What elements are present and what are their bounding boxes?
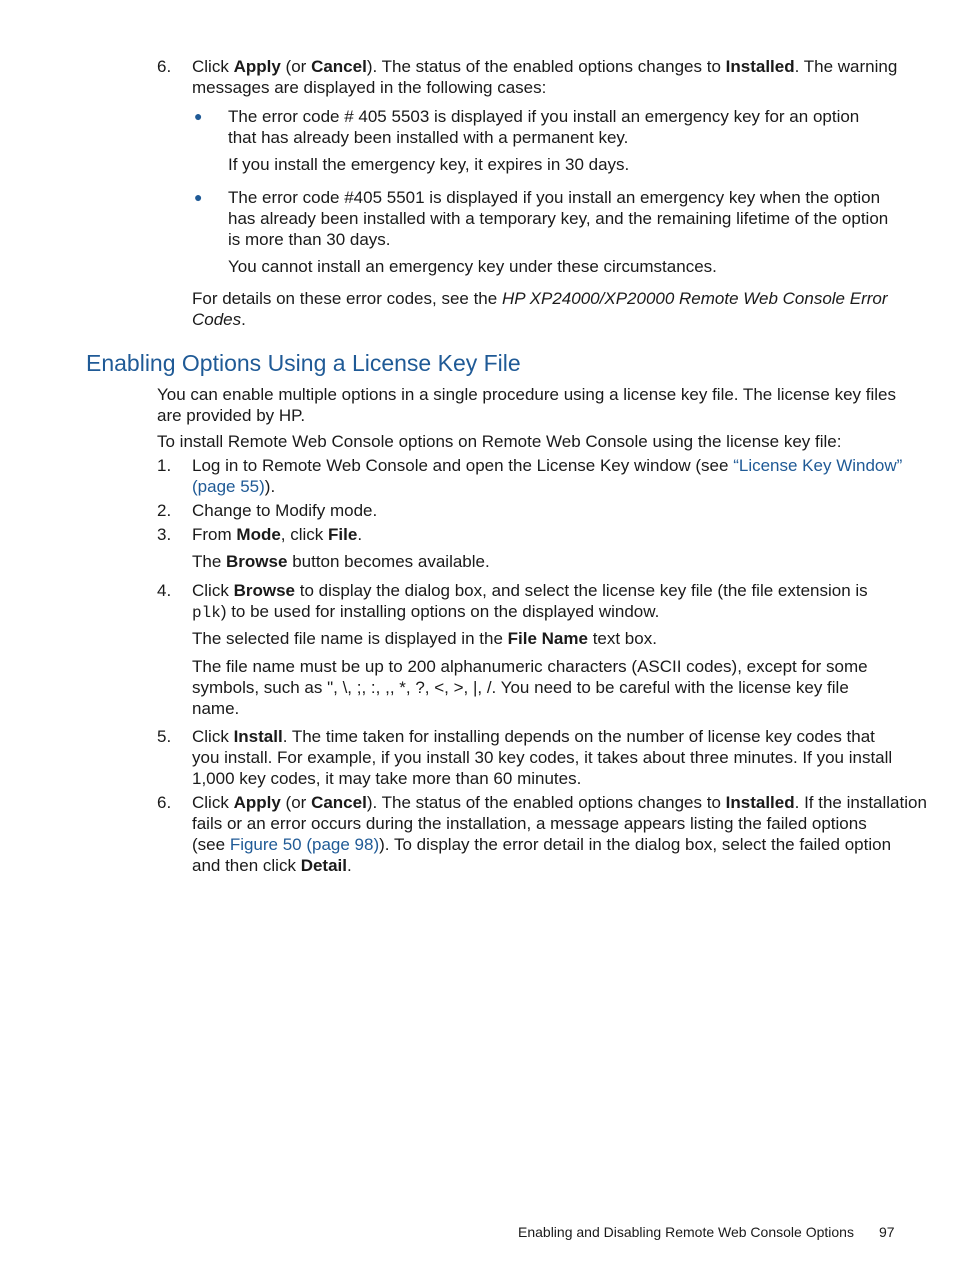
step-5-line1: Click Install. The time taken for installing depends on the number of license key codes that (192, 727, 875, 746)
step-4-note2-line1: The file name must be up to 200 alphanumeric characters (ASCII codes), except for some (192, 657, 868, 676)
page-55-link[interactable]: (page 55) (192, 477, 265, 496)
step-3-note: The Browse button becomes available. (192, 552, 490, 571)
step-4-note1: The selected file name is displayed in the File Name text box. (192, 629, 657, 648)
intro-line1: You can enable multiple options in a single procedure using a license key file. The license key files (157, 385, 897, 404)
bullet-2-note: You cannot install an emergency key under these circumstances. (228, 257, 717, 276)
bullet-1-note: If you install the emergency key, it expires in 30 days. (228, 155, 630, 174)
step-6-text: Click Apply (or Cancel). The status of the enabled options changes to Installed. The warning (192, 57, 898, 76)
figure-50-link[interactable]: Figure 50 (page 98) (229, 835, 380, 854)
section-heading: Enabling Options Using a License Key File (86, 350, 521, 376)
file-extension: plk (192, 604, 221, 622)
step-number: 1. (157, 456, 172, 475)
step-number: 3. (157, 525, 172, 544)
bullet-icon: ● (194, 108, 203, 124)
step-number: 5. (157, 727, 172, 746)
step-2-text: Change to Modify mode. (192, 501, 378, 520)
page-number: 97 (879, 1224, 895, 1240)
step-6-text-line2: messages are displayed in the following cases: (192, 78, 547, 97)
step-number: 2. (157, 501, 172, 520)
details-line2: Codes. (192, 310, 246, 329)
step-6b-line3: (see Figure 50 (page 98)). To display the error detail in the dialog box, select the failed option (192, 835, 892, 854)
step-6b-line4: and then click Detail. (192, 856, 352, 875)
intro-line2: are provided by HP. (157, 406, 306, 425)
bullet-1-line2: that has already been installed with a permanent key. (228, 128, 629, 147)
step-4-line2: plk) to be used for installing options on the displayed window. (192, 602, 660, 622)
details-line1: For details on these error codes, see the HP XP24000/XP20000 Remote Web Console Error (192, 289, 888, 308)
step-4-note2-line2: symbols, such as ", \, ;, :, ,, *, ?, <, >, |, /. You need to be careful with the license key file (192, 678, 849, 697)
bullet-2-line2: has already been installed with a temporary key, and the remaining lifetime of the option (228, 209, 889, 228)
step-4-line1: Click Browse to display the dialog box, and select the license key file (the file extension is (192, 581, 868, 600)
step-1-line1: Log in to Remote Web Console and open the License Key window (see “License Key Window” (192, 456, 903, 475)
bullet-2-line3: is more than 30 days. (228, 230, 391, 249)
step-6b-line2: fails or an error occurs during the installation, a message appears listing the failed options (192, 814, 867, 833)
bullet-2-line1: The error code #405 5501 is displayed if you install an emergency key when the option (228, 188, 881, 207)
step-1-line2: (page 55)). (192, 477, 276, 496)
step-4-note2-line3: name. (192, 699, 240, 718)
intro-procedure: To install Remote Web Console options on Remote Web Console using the license key file: (157, 432, 842, 451)
license-key-window-link[interactable]: “License Key Window” (733, 456, 903, 475)
step-6b-line1: Click Apply (or Cancel). The status of the enabled options changes to Installed. If the installation (192, 793, 927, 812)
step-number: 6. (157, 793, 172, 812)
step-number: 4. (157, 581, 172, 600)
step-number: 6. (157, 57, 172, 76)
bullet-icon: ● (194, 189, 203, 205)
step-5-line3: 1,000 key codes, it may take more than 60 minutes. (192, 769, 582, 788)
bullet-1-line1: The error code # 405 5503 is displayed if you install an emergency key for an option (228, 107, 860, 126)
step-3-text: From Mode, click File. (192, 525, 363, 544)
footer-section-title: Enabling and Disabling Remote Web Console Options (518, 1224, 854, 1240)
step-5-line2: you install. For example, if you install 30 key codes, it takes about three minutes. If you install (192, 748, 893, 767)
